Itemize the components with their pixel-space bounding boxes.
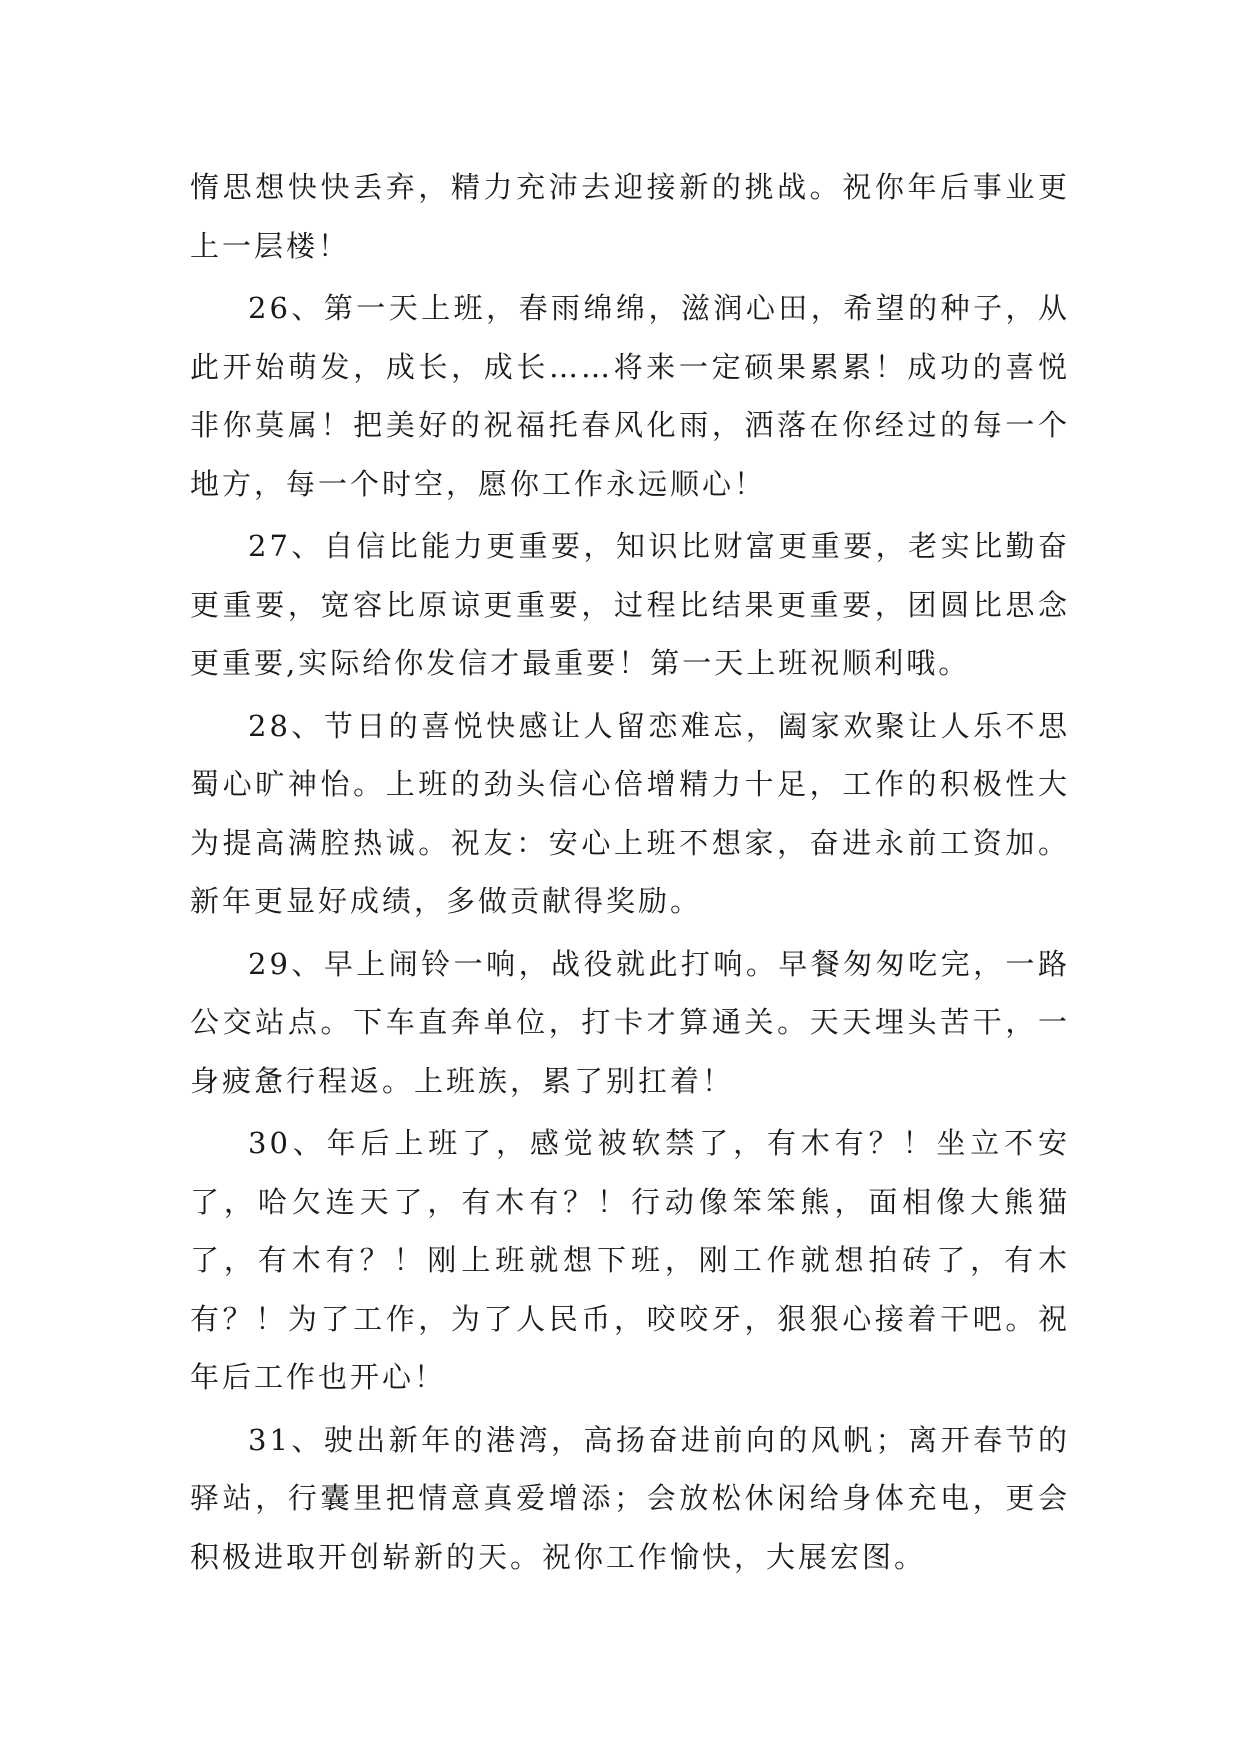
paragraph-26: 26、第一天上班，春雨绵绵，滋润心田，希望的种子，从此开始萌发，成长，成长……将来一定硕果累累！成功的喜悦非你莫属！把美好的祝福托春风化雨，洒落在你经过的每一个地方，每一个时空，愿你工作永远顺心！ — [190, 291, 1070, 501]
paragraph-continuation: 惰思想快快丢弃，精力充沛去迎接新的挑战。祝你年后事业更上一层楼！ — [190, 170, 1070, 263]
paragraph-31: 31、驶出新年的港湾，高扬奋进前向的风帆；离开春节的驿站，行囊里把情意真爱增添；会放松休闲给身体充电，更会积极进取开创崭新的天。祝你工作愉快，大展宏图。 — [190, 1422, 1070, 1574]
paragraph-27: 27、自信比能力更重要，知识比财富更重要，老实比勤奋更重要，宽容比原谅更重要，过程比结果更重要，团圆比思念更重要,实际给你发信才最重要！第一天上班祝顺利哦。 — [190, 529, 1070, 680]
paragraph-30: 30、年后上班了，感觉被软禁了，有木有？！坐立不安了，哈欠连天了，有木有？！行动像笨笨熊，面相像大熊猫了，有木有？！刚上班就想下班，刚工作就想拍砖了，有木有？！为了工作，为了人民币，咬咬牙，狠狠心接着干吧。祝年后工作也开心！ — [190, 1126, 1070, 1394]
document-body — [190, 158, 1070, 1590]
paragraph-29: 29、早上闹铃一响，战役就此打响。早餐匆匆吃完，一路公交站点。下车直奔单位，打卡才算通关。天天埋头苦干，一身疲惫行程返。上班族，累了别扛着！ — [190, 946, 1070, 1098]
paragraph-28: 28、节日的喜悦快感让人留恋难忘，阖家欢聚让人乐不思蜀心旷神怡。上班的劲头信心倍增精力十足，工作的积极性大为提高满腔热诚。祝友：安心上班不想家，奋进永前工资加。新年更显好成绩，多做贡献得奖励。 — [190, 708, 1070, 918]
